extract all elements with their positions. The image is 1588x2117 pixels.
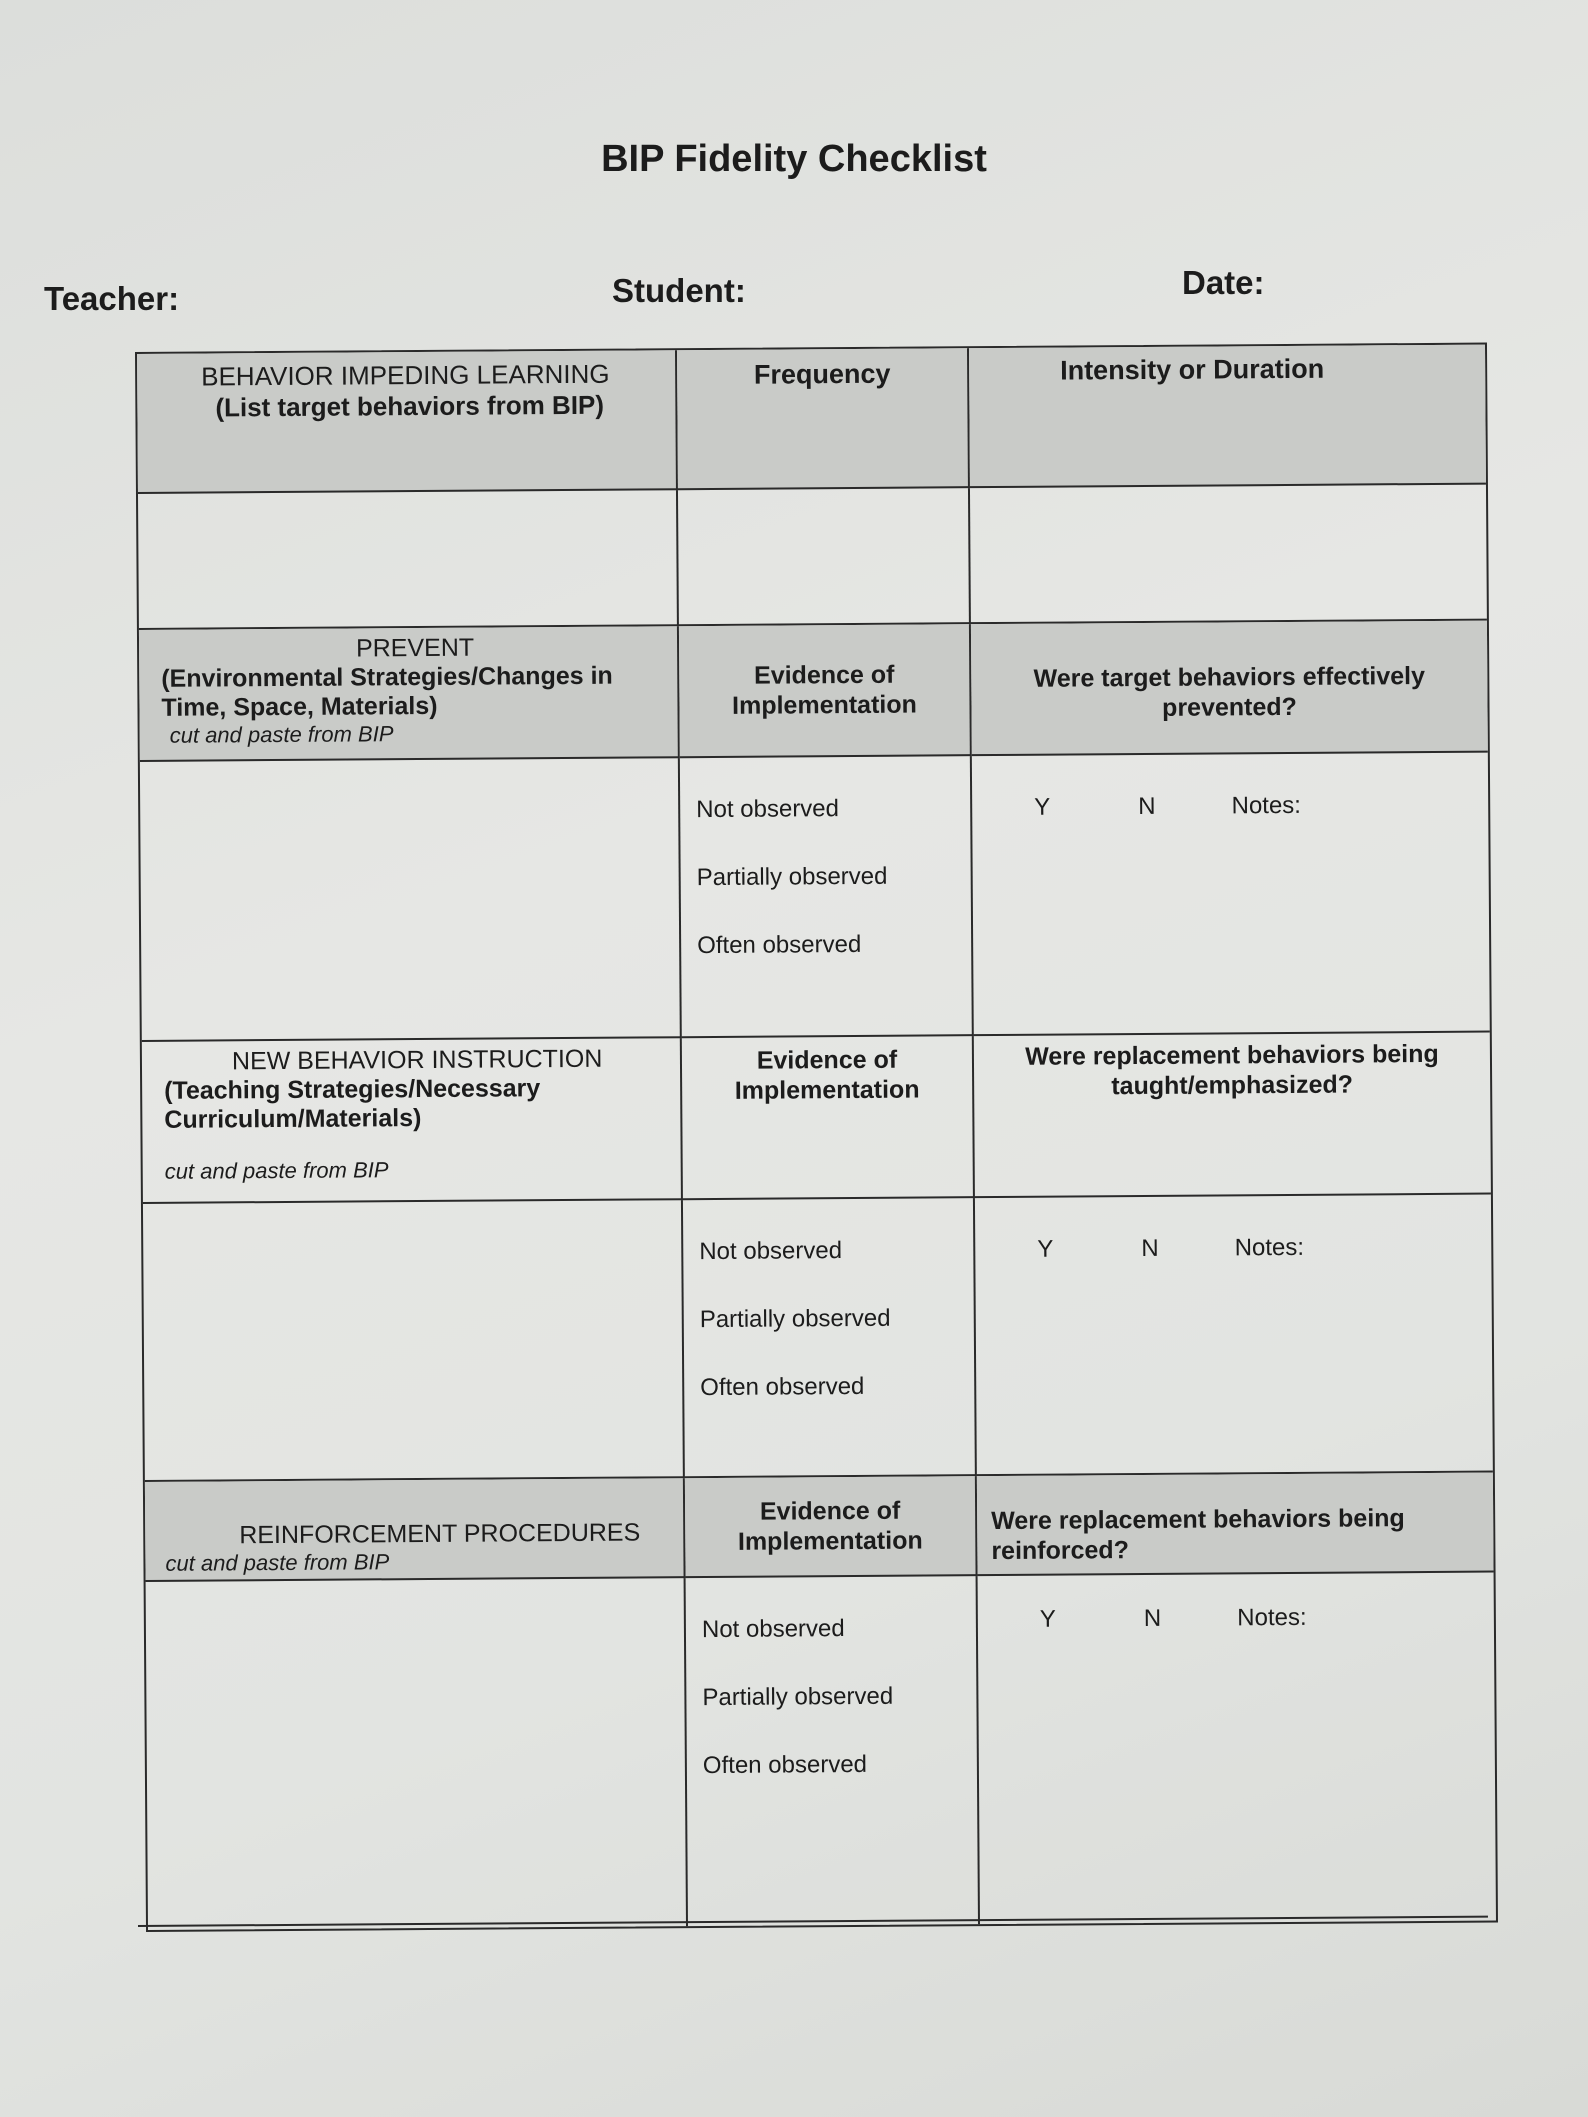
instruction-notes-label: Notes: — [1234, 1233, 1305, 1262]
prevent-not-observed[interactable]: Not observed — [696, 795, 840, 824]
instruction-partially-observed[interactable]: Partially observed — [699, 1304, 891, 1334]
reinforcement-entry-cell[interactable] — [146, 1578, 688, 1930]
prevent-header-cell — [139, 626, 680, 762]
behavior-title: BEHAVIOR IMPEDING LEARNING — [201, 358, 610, 392]
instruction-yn-cell — [975, 1195, 1493, 1477]
reinforcement-observation-list — [686, 1576, 980, 1926]
teacher-label: Teacher: — [44, 280, 180, 317]
instruction-often-observed[interactable]: Often observed — [700, 1372, 865, 1402]
reinforcement-question: Were replacement behaviors being reinforced? — [977, 1473, 1494, 1577]
prevent-often-observed[interactable]: Often observed — [697, 930, 862, 960]
instruction-subtitle-2: Curriculum/Materials) — [164, 1104, 422, 1134]
instruction-title: NEW BEHAVIOR INSTRUCTION — [231, 1044, 603, 1076]
reinforcement-yes-option[interactable]: Y — [1039, 1605, 1056, 1633]
reinforcement-evidence-line-2: Implementation — [737, 1526, 923, 1556]
reinforcement-partially-observed[interactable]: Partially observed — [702, 1682, 894, 1712]
reinforcement-yn-cell — [978, 1573, 1496, 1925]
prevent-subtitle-2: Time, Space, Materials) — [161, 691, 438, 722]
prevent-yn-cell — [972, 753, 1490, 1037]
instruction-header-cell — [142, 1038, 683, 1204]
instruction-evidence-header — [682, 1036, 975, 1200]
instruction-not-observed[interactable]: Not observed — [699, 1237, 843, 1266]
frequency-entry-cell[interactable] — [678, 488, 971, 626]
reinforcement-header-cell — [145, 1478, 686, 1582]
instruction-yn-row — [975, 1195, 1491, 1265]
prevent-evidence-header — [679, 624, 972, 758]
reinforcement-no-option[interactable]: N — [1143, 1604, 1162, 1632]
prevent-evidence-line-1: Evidence of — [754, 660, 895, 690]
instruction-no-option[interactable]: N — [1141, 1234, 1159, 1262]
reinforcement-note: cut and paste from BIP — [165, 1549, 390, 1576]
instruction-evidence-line-1: Evidence of — [756, 1045, 898, 1075]
instruction-subtitle-1: (Teaching Strategies/Necessary — [164, 1074, 541, 1105]
behavior-entry-cell[interactable] — [138, 490, 679, 630]
prevent-note: cut and paste from BIP — [169, 721, 394, 748]
page-title: BIP Fidelity Checklist — [601, 138, 987, 180]
instruction-yes-option[interactable]: Y — [1037, 1235, 1054, 1263]
reinforcement-often-observed[interactable]: Often observed — [702, 1750, 868, 1780]
date-label: Date: — [1182, 264, 1265, 301]
behavior-subtitle: (List target behaviors from BIP) — [215, 389, 605, 423]
instruction-entry-cell[interactable] — [143, 1200, 685, 1482]
instruction-note: cut and paste from BIP — [164, 1157, 389, 1184]
reinforcement-evidence-line-1: Evidence of — [759, 1496, 901, 1526]
prevent-subtitle-1: (Environmental Strategies/Changes in — [161, 661, 613, 693]
prevent-title: PREVENT — [355, 633, 475, 663]
prevent-yn-row — [972, 753, 1488, 823]
prevent-entry-cell[interactable] — [140, 758, 682, 1042]
behavior-header-cell — [137, 350, 678, 494]
instruction-observation-list — [683, 1198, 977, 1478]
reinforcement-yn-row — [978, 1573, 1494, 1635]
reinforcement-title: REINFORCEMENT PROCEDURES — [239, 1518, 641, 1550]
prevent-evidence-line-2: Implementation — [732, 690, 917, 720]
fidelity-table — [135, 343, 1498, 1932]
prevent-observation-list — [680, 756, 974, 1038]
prevent-notes-label: Notes: — [1231, 791, 1302, 820]
prevent-yes-option[interactable]: Y — [1034, 793, 1051, 821]
reinforcement-notes-label: Notes: — [1237, 1603, 1307, 1632]
student-label: Student: — [612, 272, 746, 309]
instruction-question: Were replacement behaviors being taught/emphasized? — [974, 1033, 1491, 1199]
prevent-no-option[interactable]: N — [1138, 792, 1156, 821]
intensity-entry-cell[interactable] — [970, 485, 1487, 625]
reinforcement-not-observed[interactable]: Not observed — [701, 1615, 845, 1644]
frequency-header: Frequency — [677, 348, 970, 490]
prevent-partially-observed[interactable]: Partially observed — [696, 862, 888, 892]
prevent-question: Were target behaviors effectively prevented? — [971, 621, 1488, 757]
intensity-header: Intensity or Duration — [969, 345, 1486, 489]
instruction-evidence-line-2: Implementation — [734, 1075, 920, 1105]
reinforcement-evidence-header — [685, 1476, 978, 1578]
